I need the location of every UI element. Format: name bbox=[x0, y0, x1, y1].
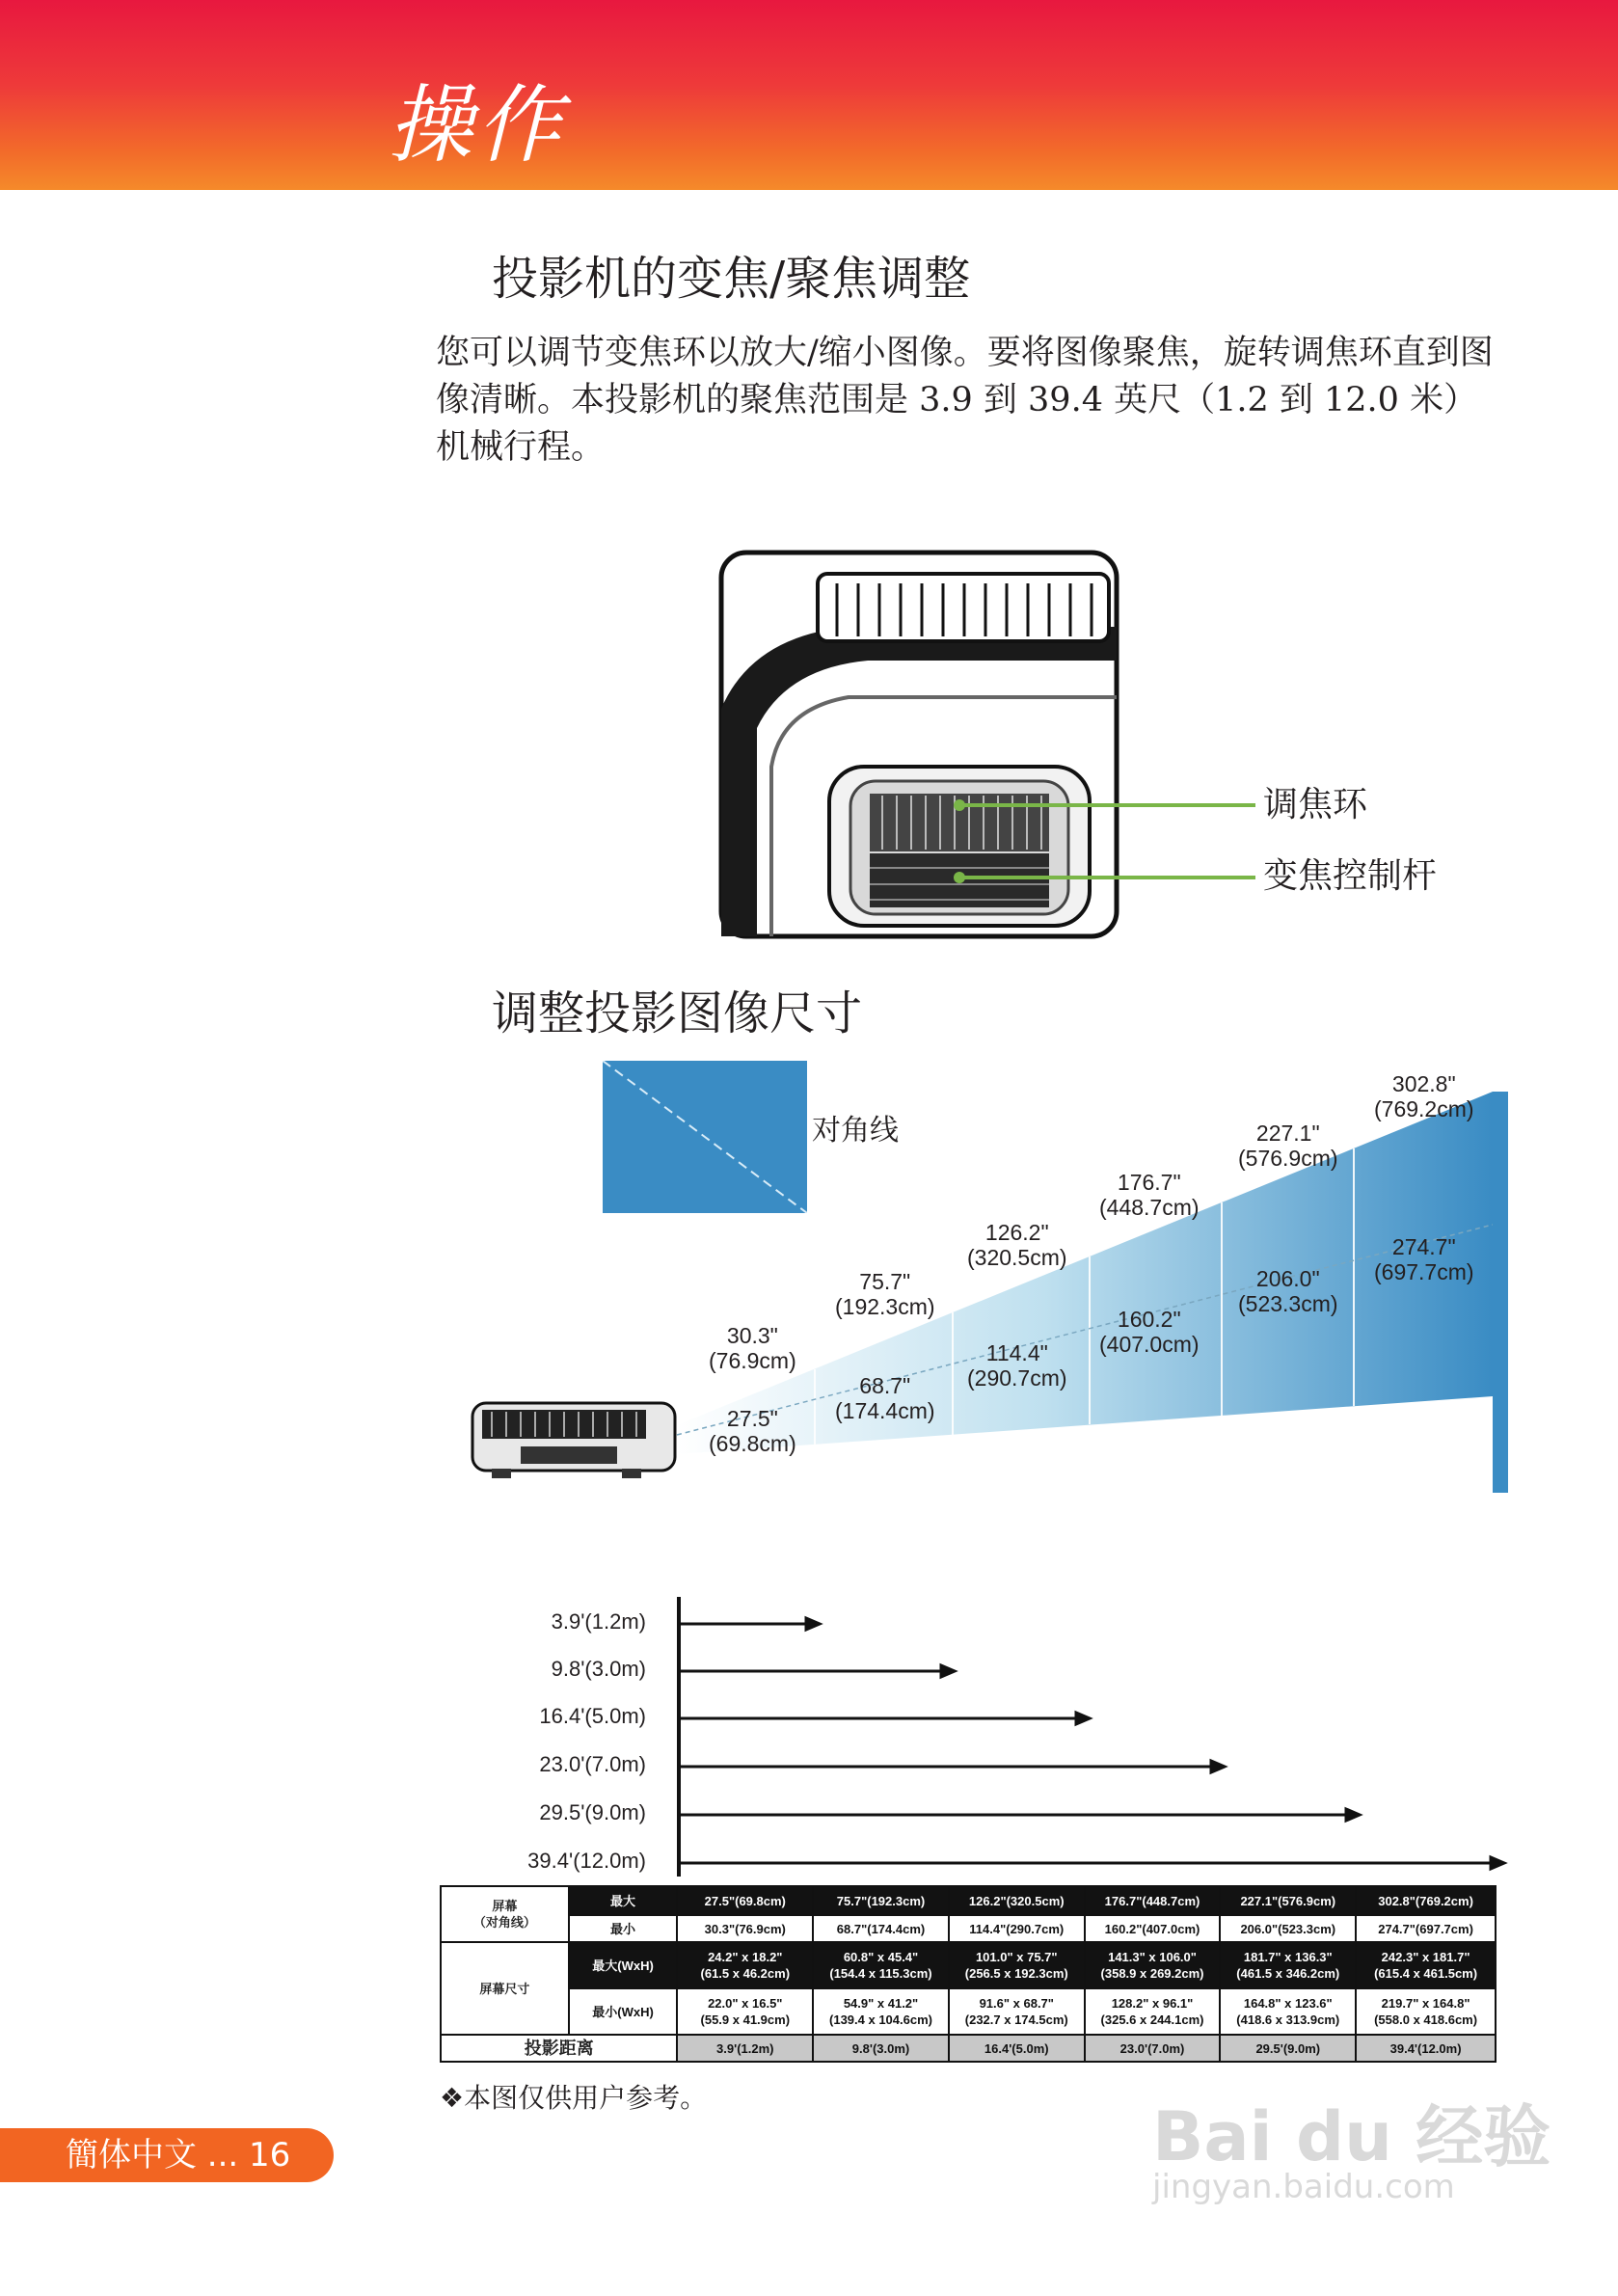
table-cell: 30.3"(76.9cm) bbox=[677, 1915, 813, 1942]
table-cell: 22.0" x 16.5" (55.9 x 41.9cm) bbox=[677, 1988, 813, 2035]
watermark-url: jingyan.baidu.com bbox=[1152, 2168, 1455, 2206]
table-cell: 114.4"(290.7cm) bbox=[949, 1915, 1085, 1942]
table-cell: 16.4'(5.0m) bbox=[949, 2035, 1085, 2062]
distance-header: 投影距离 bbox=[441, 2035, 677, 2062]
table-cell: 3.9'(1.2m) bbox=[677, 2035, 813, 2062]
table-cell: 206.0"(523.3cm) bbox=[1220, 1915, 1356, 1942]
section-title-image-size: 调整投影图像尺寸 bbox=[492, 986, 863, 1040]
screen-size-header: 屏幕尺寸 bbox=[441, 1942, 569, 2035]
section-title-zoom-focus: 投影机的变焦/聚焦调整 bbox=[492, 252, 971, 306]
watermark-logo: Bai du 经验 bbox=[1152, 2097, 1551, 2176]
table-cell: 242.3" x 181.7" (615.4 x 461.5cm) bbox=[1356, 1942, 1496, 1988]
table-cell: 160.2"(407.0cm) bbox=[1085, 1915, 1221, 1942]
row-label-max-wxh: 最大(WxH) bbox=[569, 1942, 678, 1988]
table-cell: 29.5'(9.0m) bbox=[1220, 2035, 1356, 2062]
table-cell: 23.0'(7.0m) bbox=[1085, 2035, 1221, 2062]
table-cell: 219.7" x 164.8" (558.0 x 418.6cm) bbox=[1356, 1988, 1496, 2035]
distance-label: 16.4'(5.0m) bbox=[539, 1704, 646, 1728]
distance-label: 29.5'(9.0m) bbox=[539, 1800, 646, 1824]
max-size-label: 176.7" (448.7cm) bbox=[1099, 1170, 1200, 1220]
min-size-label: 274.7" (697.7cm) bbox=[1374, 1234, 1474, 1284]
max-size-label: 302.8" (769.2cm) bbox=[1374, 1071, 1474, 1121]
reference-note: ❖本图仅供用户参考。 bbox=[440, 2082, 708, 2114]
table-cell: 164.8" x 123.6" (418.6 x 313.9cm) bbox=[1220, 1988, 1356, 2035]
table-cell: 128.2" x 96.1" (325.6 x 244.1cm) bbox=[1085, 1988, 1221, 2035]
table-cell: 24.2" x 18.2" (61.5 x 46.2cm) bbox=[677, 1942, 813, 1988]
table-cell: 227.1"(576.9cm) bbox=[1220, 1886, 1356, 1915]
diagonal-label: 对角线 bbox=[812, 1114, 899, 1148]
table-cell: 126.2"(320.5cm) bbox=[949, 1886, 1085, 1915]
projection-spec-table bbox=[440, 1885, 1497, 2063]
table-cell: 27.5"(69.8cm) bbox=[677, 1886, 813, 1915]
intro-paragraph: 您可以调节变焦环以放大/缩小图像。要将图像聚焦，旋转调焦环直到图像清晰。本投影机的聚焦范围是 3.9 到 39.4 英尺（1.2 到 12.0 米）机械行程。 bbox=[436, 334, 1494, 467]
zoom-lever-label: 变焦控制杆 bbox=[1263, 856, 1438, 896]
table-cell: 181.7" x 136.3" (461.5 x 346.2cm) bbox=[1220, 1942, 1356, 1988]
table-cell: 302.8"(769.2cm) bbox=[1356, 1886, 1496, 1915]
row-label-min-wxh: 最小(WxH) bbox=[569, 1988, 678, 2035]
table-cell: 176.7"(448.7cm) bbox=[1085, 1886, 1221, 1915]
table-cell: 274.7"(697.7cm) bbox=[1356, 1915, 1496, 1942]
row-label-max: 最大 bbox=[569, 1886, 678, 1915]
table-cell: 75.7"(192.3cm) bbox=[813, 1886, 949, 1915]
page-title: 操作 bbox=[388, 75, 566, 175]
table-cell: 39.4'(12.0m) bbox=[1356, 2035, 1496, 2062]
min-size-label: 68.7" (174.4cm) bbox=[835, 1373, 935, 1423]
distance-label: 9.8'(3.0m) bbox=[551, 1657, 646, 1681]
header-bar bbox=[0, 0, 1618, 190]
table-cell: 54.9" x 41.2" (139.4 x 104.6cm) bbox=[813, 1988, 949, 2035]
max-size-label: 30.3" (76.9cm) bbox=[709, 1323, 796, 1373]
table-cell: 60.8" x 45.4" (154.4 x 115.3cm) bbox=[813, 1942, 949, 1988]
table-cell: 101.0" x 75.7" (256.5 x 192.3cm) bbox=[949, 1942, 1085, 1988]
min-size-label: 114.4" (290.7cm) bbox=[967, 1340, 1067, 1391]
max-size-label: 227.1" (576.9cm) bbox=[1238, 1121, 1338, 1171]
focus-ring-label: 调焦环 bbox=[1263, 785, 1368, 824]
table-cell: 68.7"(174.4cm) bbox=[813, 1915, 949, 1942]
distance-label: 23.0'(7.0m) bbox=[539, 1752, 646, 1776]
min-size-label: 160.2" (407.0cm) bbox=[1099, 1307, 1200, 1357]
min-size-label: 27.5" (69.8cm) bbox=[709, 1406, 796, 1456]
table-cell: 9.8'(3.0m) bbox=[813, 2035, 949, 2062]
page-number-badge: 簡体中文 ... 16 bbox=[0, 2128, 334, 2182]
min-size-label: 206.0" (523.3cm) bbox=[1238, 1266, 1338, 1316]
distance-arrows bbox=[665, 1591, 1514, 1880]
row-label-min: 最小 bbox=[569, 1915, 678, 1942]
screen-diagonal-header: 屏幕 （对角线） bbox=[441, 1886, 569, 1942]
distance-label: 3.9'(1.2m) bbox=[551, 1609, 646, 1634]
max-size-label: 75.7" (192.3cm) bbox=[835, 1269, 935, 1319]
projection-size-diagram bbox=[463, 1080, 1524, 1504]
distance-label: 39.4'(12.0m) bbox=[527, 1849, 646, 1873]
table-cell: 91.6" x 68.7" (232.7 x 174.5cm) bbox=[949, 1988, 1085, 2035]
table-cell: 141.3" x 106.0" (358.9 x 269.2cm) bbox=[1085, 1942, 1221, 1988]
max-size-label: 126.2" (320.5cm) bbox=[967, 1220, 1067, 1270]
